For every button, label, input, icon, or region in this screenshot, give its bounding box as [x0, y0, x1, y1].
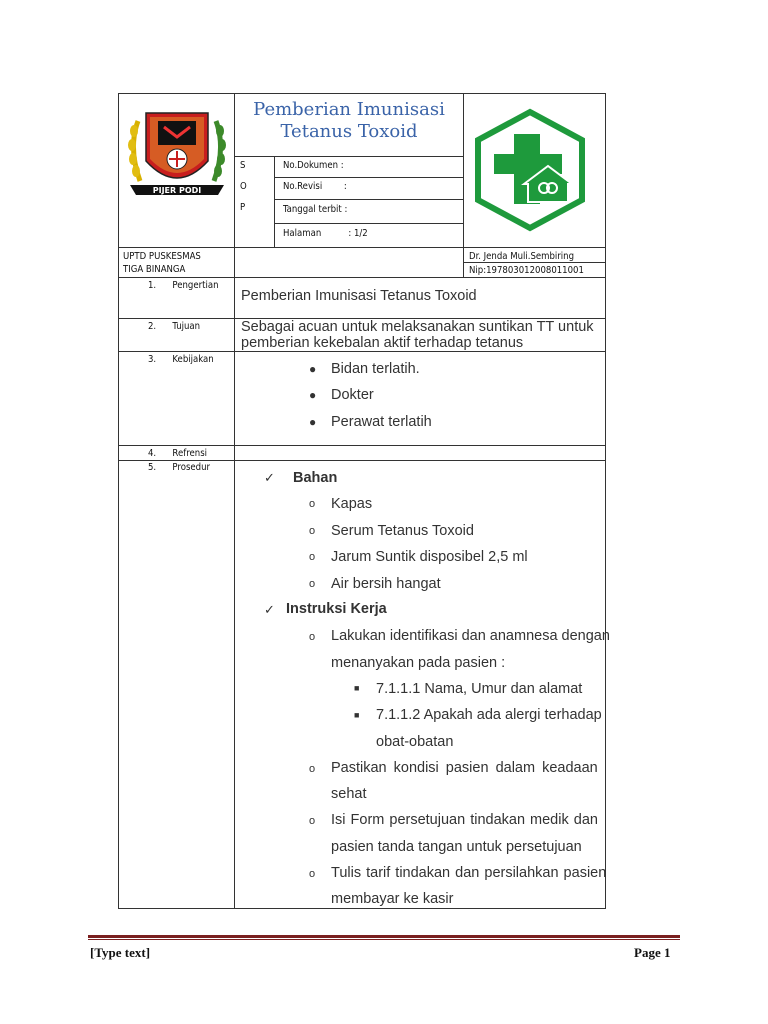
instruksi-3-line-1: Isi Form persetujuan tindakan medik dan: [331, 812, 598, 828]
label-tujuan: 2. Tujuan: [148, 321, 201, 332]
circle-bullet-icon: o: [309, 551, 316, 563]
footer-page-number: Page 1: [634, 945, 671, 960]
issue-date-label: Tanggal terbit :: [283, 204, 348, 215]
instruksi-2-line-1: Pastikan kondisi pasien dalam keadaan: [331, 760, 598, 776]
circle-bullet-icon: o: [309, 578, 316, 590]
bahan-item-3: Jarum Suntik disposibel 2,5 ml: [331, 549, 528, 565]
pengertian-text: Pemberian Imunisasi Tetanus Toxoid: [241, 288, 477, 304]
square-bullet-icon: ■: [354, 710, 360, 720]
puskesmas-hexagon-icon: [468, 108, 592, 232]
kebijakan-item-2: Dokter: [331, 387, 374, 403]
bahan-item-1: Kapas: [331, 496, 373, 512]
bahan-title: Bahan: [293, 470, 338, 486]
signer-name: Dr. Jenda Muli.Sembiring: [469, 251, 575, 262]
label-kebijakan: 3. Kebijakan: [148, 354, 214, 365]
revision-label: No.Revisi :: [283, 181, 347, 192]
instruksi-title: Instruksi Kerja: [286, 601, 387, 617]
footer-left-text: [Type text]: [90, 945, 151, 960]
org-name-line-2: TIGA BINANGA: [123, 264, 186, 275]
label-refrensi: 4. Refrensi: [148, 448, 208, 459]
kebijakan-item-3: Perawat terlatih: [331, 414, 432, 430]
sub-item-2-line-1: 7.1.1.2 Apakah ada alergi terhadap: [376, 707, 602, 723]
tujuan-line-2: pemberian kekebalan aktif terhadap tetanus: [241, 335, 524, 351]
circle-bullet-icon: o: [309, 868, 316, 880]
sop-letter-p: P: [240, 202, 246, 213]
checkmark-icon: ✓: [264, 602, 275, 617]
circle-bullet-icon: o: [309, 498, 316, 510]
sub-item-1: 7.1.1.1 Nama, Umur dan alamat: [376, 681, 583, 697]
sop-letter-s: S: [240, 160, 246, 171]
org-name-line-1: UPTD PUSKESMAS: [123, 251, 201, 262]
kebijakan-item-1: Bidan terlatih.: [331, 361, 420, 377]
puskesmas-logo: [468, 108, 592, 232]
tujuan-line-1: Sebagai acuan untuk melaksanakan suntikan TT untuk: [241, 319, 594, 335]
circle-bullet-icon: o: [309, 763, 316, 775]
signer-nip: Nip:197803012008011001: [469, 265, 584, 276]
footer-rule: [88, 935, 680, 941]
square-bullet-icon: ■: [354, 683, 360, 693]
title-line-1: Pemberian Imunisasi: [253, 99, 445, 120]
bullet-icon: ●: [309, 415, 317, 429]
bullet-icon: ●: [309, 362, 317, 376]
instruksi-4-line-2: membayar ke kasir: [331, 891, 454, 907]
circle-bullet-icon: o: [309, 815, 316, 827]
regency-logo: [124, 103, 230, 203]
bullet-icon: ●: [309, 388, 317, 402]
svg-text:PIJER PODI: PIJER PODI: [152, 186, 202, 195]
instruksi-3-line-2: pasien tanda tangan untuk persetujuan: [331, 839, 582, 855]
sub-item-2-line-2: obat-obatan: [376, 734, 454, 750]
circle-bullet-icon: o: [309, 525, 316, 537]
title-line-2: Tetanus Toxoid: [280, 121, 418, 142]
instruksi-2-line-2: sehat: [331, 786, 367, 802]
page-count-label: Halaman : 1/2: [283, 228, 368, 239]
document-title: [235, 99, 463, 143]
instruksi-1-line-2: menanyakan pada pasien :: [331, 655, 506, 671]
instruksi-4-line-1: Tulis tarif tindakan dan persilahkan pasien: [331, 865, 607, 881]
label-pengertian: 1. Pengertian: [148, 280, 219, 291]
circle-bullet-icon: o: [309, 631, 316, 643]
instruksi-1-line-1: Lakukan identifikasi dan anamnesa dengan: [331, 628, 610, 644]
checkmark-icon: ✓: [264, 470, 275, 485]
label-prosedur: 5. Prosedur: [148, 462, 211, 473]
sop-letter-o: O: [240, 181, 247, 192]
bahan-item-2: Serum Tetanus Toxoid: [331, 523, 474, 539]
doc-number-label: No.Dokumen :: [283, 160, 344, 171]
regency-crest-icon: [124, 103, 230, 203]
bahan-item-4: Air bersih hangat: [331, 576, 441, 592]
